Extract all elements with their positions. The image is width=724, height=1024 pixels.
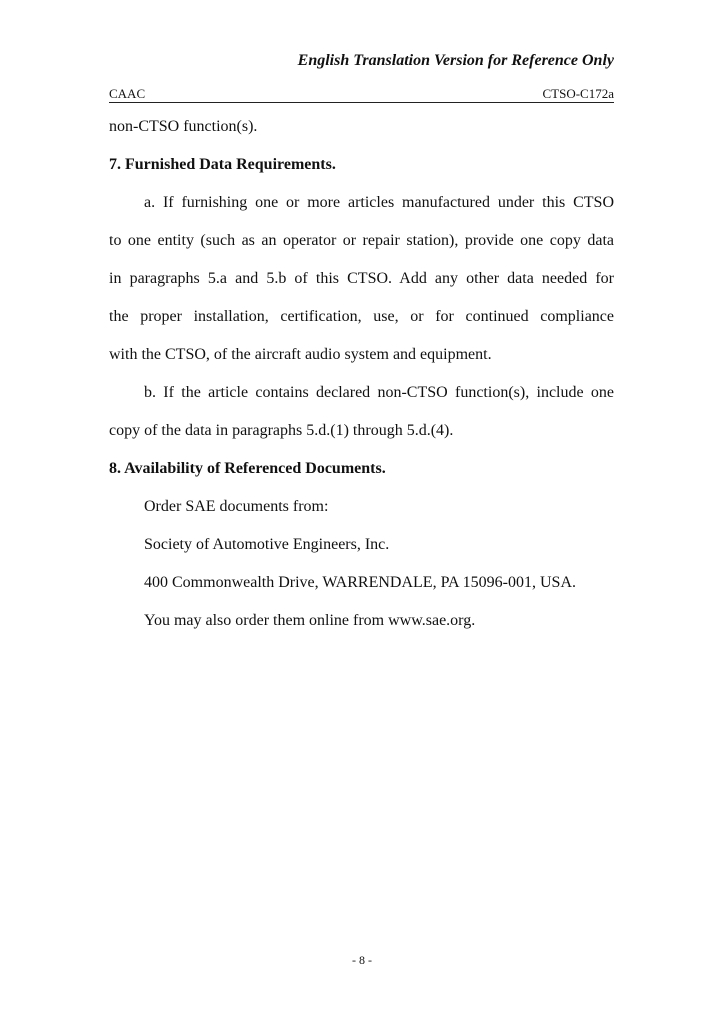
paragraph-line: with the CTSO, of the aircraft audio system and equipment. bbox=[109, 346, 492, 363]
translation-banner: English Translation Version for Reference Only bbox=[297, 52, 614, 69]
header-divider bbox=[109, 102, 614, 103]
section-7-heading: 7. Furnished Data Requirements. bbox=[109, 156, 336, 173]
organization-name: Society of Automotive Engineers, Inc. bbox=[144, 536, 390, 553]
page-number: - 8 - bbox=[352, 953, 372, 967]
section-8-body bbox=[109, 488, 614, 640]
paragraph-line: to one entity (such as an operator or repair station), provide one copy data bbox=[109, 232, 614, 249]
online-order-note: You may also order them online from www.sae.org. bbox=[144, 612, 476, 629]
paragraph-line: in paragraphs 5.a and 5.b of this CTSO. Add any other data needed for bbox=[109, 270, 614, 287]
order-instruction: Order SAE documents from: bbox=[144, 498, 329, 515]
document-body bbox=[109, 108, 614, 640]
section-7-paragraph-b bbox=[109, 374, 614, 450]
paragraph-line: b. If the article contains declared non-CTSO function(s), include one bbox=[144, 384, 614, 401]
section-8-heading: 8. Availability of Referenced Documents. bbox=[109, 460, 386, 477]
paragraph-line: a. If furnishing one or more articles manufactured under this CTSO bbox=[144, 194, 614, 211]
header-document-id: CTSO-C172a bbox=[542, 86, 614, 101]
paragraph-line: the proper installation, certification, use, or for continued compliance bbox=[109, 308, 614, 325]
continuation-text: non-CTSO function(s). bbox=[109, 118, 258, 135]
paragraph-line: copy of the data in paragraphs 5.d.(1) through 5.d.(4). bbox=[109, 422, 454, 439]
organization-address: 400 Commonwealth Drive, WARRENDALE, PA 15096-001, USA. bbox=[144, 574, 576, 591]
header-issuer: CAAC bbox=[109, 86, 146, 101]
section-7-paragraph-a bbox=[109, 184, 614, 374]
